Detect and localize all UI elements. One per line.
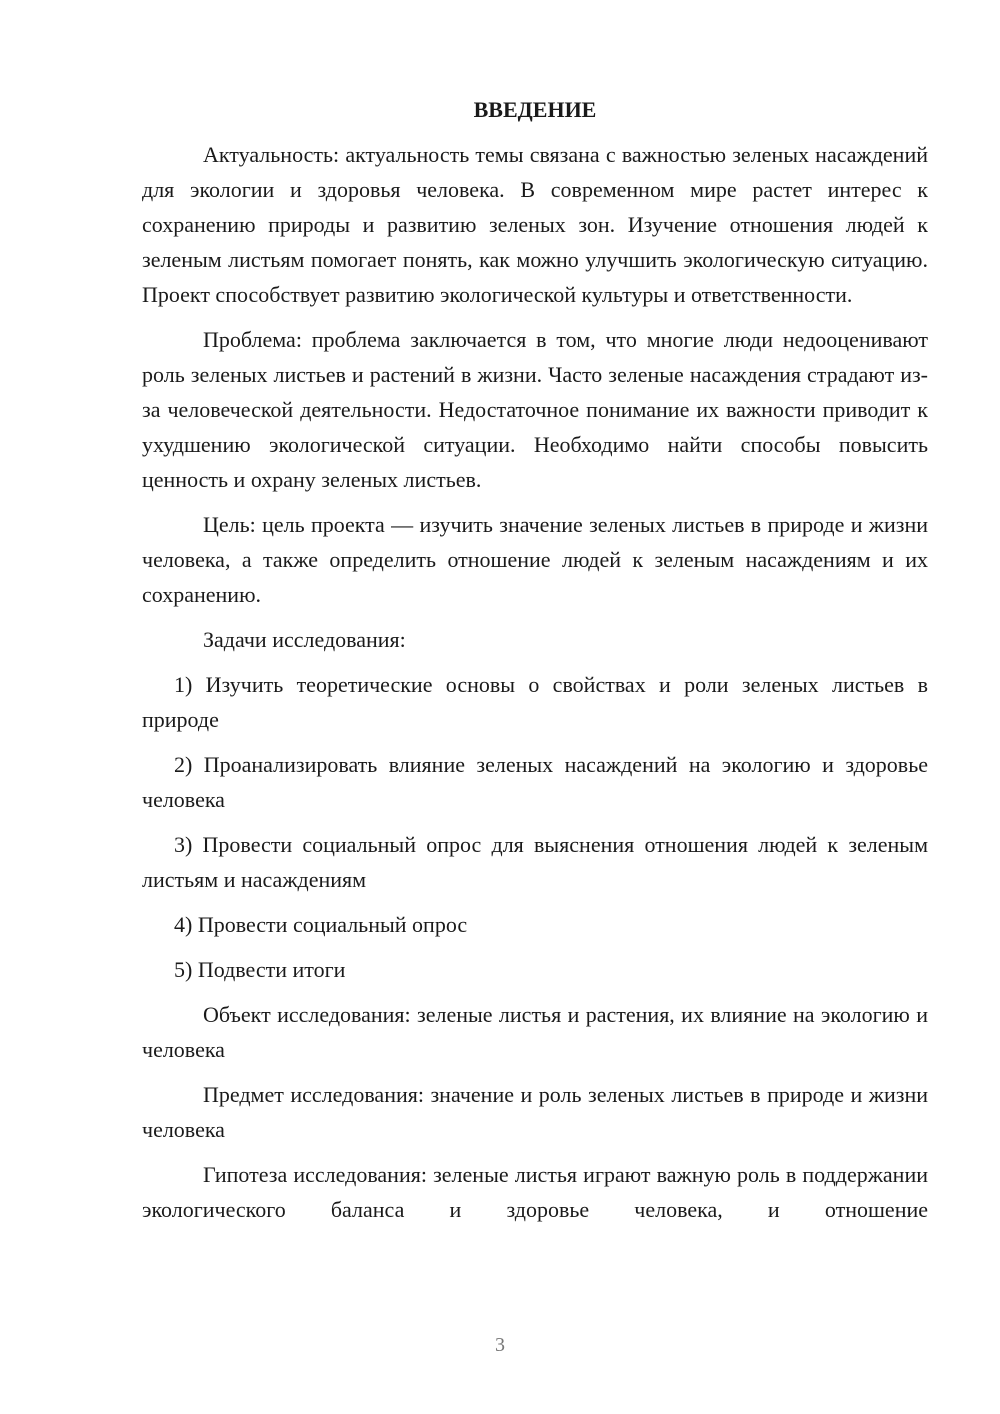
list-item-task-2: 2) Проанализировать влияние зеленых насаждений на экологию и здоровье человека (142, 752, 928, 812)
document-page (142, 93, 928, 1227)
list-item-task-3: 3) Провести социальный опрос для выяснения отношения людей к зеленым листьям и насаждениям (142, 832, 928, 892)
paragraph-hypothesis: Гипотеза исследования: зеленые листья играют важную роль в поддержании экологического баланса и здоровье человека, и отношение (142, 1162, 928, 1222)
paragraph-subject: Предмет исследования: значение и роль зеленых листьев в природе и жизни человека (142, 1082, 928, 1142)
paragraph-tasks-heading: Задачи исследования: (203, 627, 406, 652)
paragraph-problem: Проблема: проблема заключается в том, что многие люди недооценивают роль зеленых листьев и растений в жизни. Часто зеленые насаждения страдают из-за человеческой деятельности. Недостаточное понимание их важности приводит к ухудшению экологической ситуации. Необходимо найти способы повысить ценность и охрану зеленых листьев. (142, 327, 928, 492)
paragraph-relevance: Актуальность: актуальность темы связана с важностью зеленых насаждений для экологии и здоровья человека. В современном мире растет интерес к сохранению природы и развитию зеленых зон. Изучение отношения людей к зеленым листьям помогает понять, как можно улучшить экологическую ситуацию. Проект способствует развитию экологической культуры и ответственности. (142, 142, 928, 307)
page-title: ВВЕДЕНИЕ (473, 97, 597, 122)
list-item-task-4: 4) Провести социальный опрос (174, 912, 468, 937)
list-item-task-1: 1) Изучить теоретические основы о свойствах и роли зеленых листьев в природе (142, 672, 928, 732)
page-number: 3 (495, 1334, 505, 1356)
paragraph-goal: Цель: цель проекта — изучить значение зеленых листьев в природе и жизни человека, а также определить отношение людей к зеленым насаждениям и их сохранению. (142, 512, 928, 607)
list-item-task-5: 5) Подвести итоги (174, 957, 346, 982)
paragraph-object: Объект исследования: зеленые листья и растения, их влияние на экологию и человека (142, 1002, 928, 1062)
